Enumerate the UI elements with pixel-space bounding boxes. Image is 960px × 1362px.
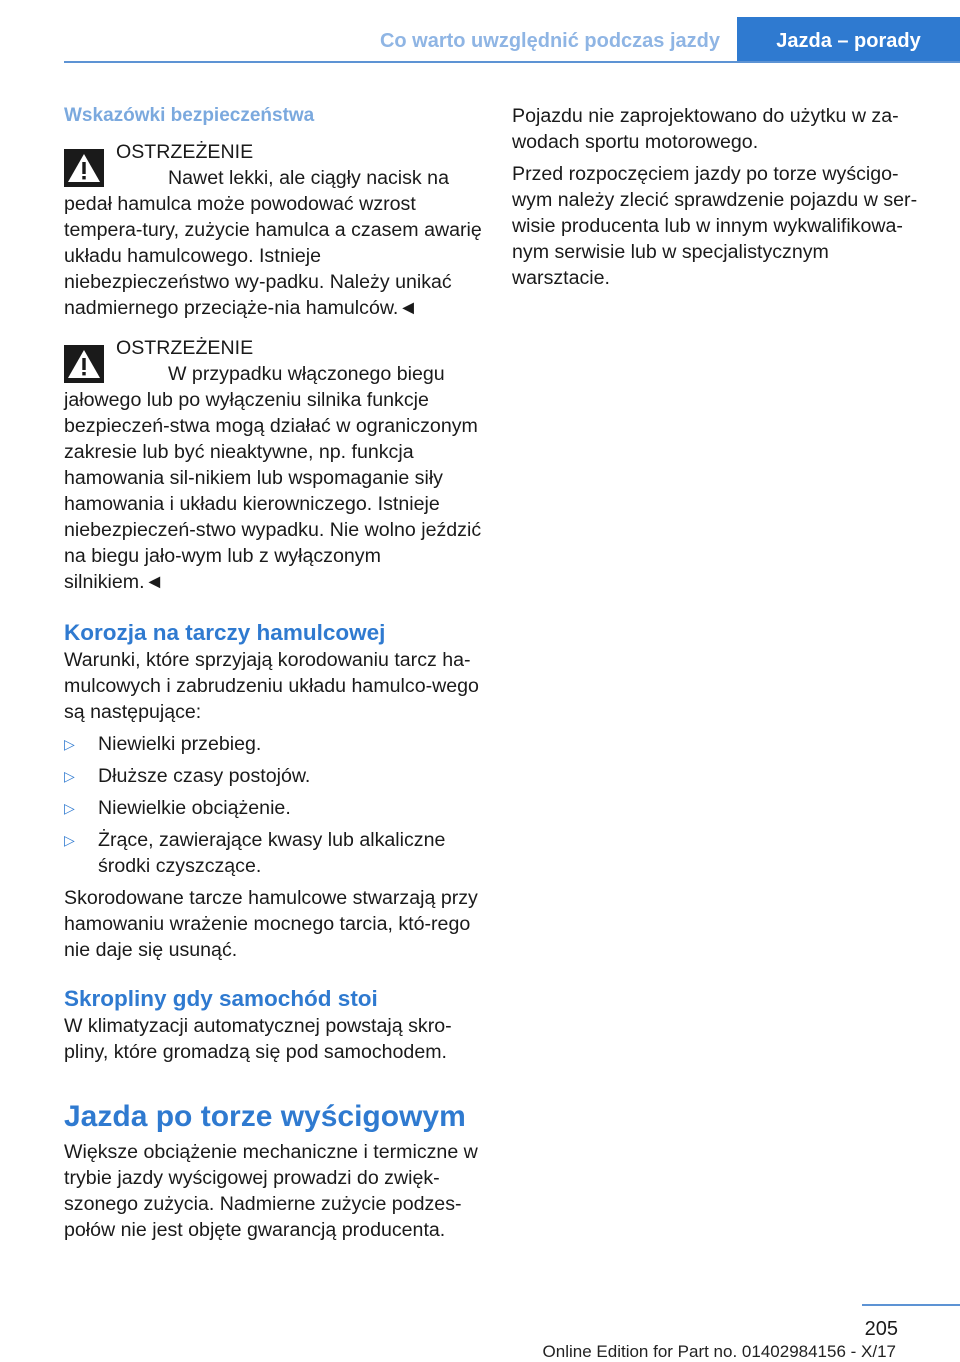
- condensate-heading: Skropliny gdy samochód stoi: [64, 986, 378, 1011]
- warning-triangle-icon: [64, 345, 104, 383]
- left-column: [64, 103, 484, 1243]
- bullet-text: Dłuższe czasy postojów.: [98, 765, 311, 787]
- corrosion-outro: Skorodowane tarcze hamulcowe stwarzają przy hamowaniu wrażenie mocnego tarcia, któ-rego nie daje się usunąć.: [64, 887, 478, 961]
- track-inspection-note: Przed rozpoczęciem jazdy po torze wyścigo-wym należy zlecić sprawdzenie pojazdu w ser-wisie producenta lub w innym wykwalifikowa-nym serwisie lub w specjalistycznym warsztacie.: [512, 163, 918, 289]
- corrosion-intro: Warunki, które sprzyjają korodowaniu tarcz ha-mulcowych i zabrudzeniu układu hamulco-wego są następujące:: [64, 649, 479, 723]
- warning-2-label: OSTRZEŻENIE: [116, 337, 254, 359]
- motorsport-note: Pojazdu nie zaprojektowano do użytku w za-wodach sportu motorowego.: [512, 105, 899, 153]
- page-number: 205: [864, 1318, 898, 1340]
- edition-footer: Online Edition for Part no. 01402984156 - X/17: [542, 1342, 896, 1361]
- list-item: [64, 763, 484, 789]
- warning-1-text: Nawet lekki, ale ciągły nacisk na pedał hamulca może powodować wzrost tempera-tury, zużycie hamulca a czasem awarię układu hamulcowego. Istnieje niebezpieczeństwo wy-padku. Należy unikać nadmiernego przeciąże-nia hamulców.◄: [64, 167, 482, 319]
- footer-divider: [862, 1304, 960, 1306]
- list-item: [64, 731, 484, 757]
- warning-2-text: W przypadku włączonego biegu jałowego lub po wyłączeniu silnika funkcje bezpieczeń-stwa mogą działać w ograniczonym zakresie lub być nieaktywne, np. funkcja hamowania sil-nikiem lub wspomaganie siły hamowania i układu kierowniczego. Istnieje niebezpieczeń-stwo wypadku. Nie wolno jeździć na biegu jało-wym lub z wyłączonym silnikiem.◄: [64, 363, 482, 593]
- safety-heading: Wskazówki bezpieczeństwa: [64, 105, 315, 126]
- bullet-text: Niewielkie obciążenie.: [98, 797, 291, 819]
- warning-block-2: [64, 335, 484, 595]
- corrosion-bullet-list: [64, 731, 484, 879]
- warning-1-label: OSTRZEŻENIE: [116, 141, 254, 163]
- warning-block-1: [64, 139, 484, 321]
- condensate-text: W klimatyzacji automatycznej powstają skro-pliny, które gromadzą się pod samochodem.: [64, 1015, 452, 1063]
- bullet-text: Żrące, zawierające kwasy lub alkaliczne środki czyszczące.: [98, 829, 446, 877]
- header-divider: [64, 61, 960, 63]
- right-column: [512, 103, 932, 291]
- bullet-text: Niewielki przebieg.: [98, 733, 262, 755]
- track-heading: Jazda po torze wyścigowym: [64, 1100, 466, 1133]
- corrosion-heading: Korozja na tarczy hamulcowej: [64, 620, 386, 645]
- list-item: [64, 795, 484, 821]
- bullet-triangle-icon: ▷: [64, 832, 75, 848]
- bullet-triangle-icon: ▷: [64, 800, 75, 816]
- bullet-triangle-icon: ▷: [64, 768, 75, 784]
- track-text: Większe obciążenie mechaniczne i termiczne w trybie jazdy wyścigowej prowadzi do zwięk-szonego zużycia. Nadmierne zużycie podzes-połów nie jest objęte gwarancją producenta.: [64, 1141, 478, 1241]
- warning-triangle-icon: [64, 149, 104, 187]
- header-chapter-tab[interactable]: Jazda – porady: [737, 17, 960, 61]
- bullet-triangle-icon: ▷: [64, 736, 75, 752]
- header-section-title: Co warto uwzględnić podczas jazdy: [379, 30, 720, 52]
- list-item: [64, 827, 484, 879]
